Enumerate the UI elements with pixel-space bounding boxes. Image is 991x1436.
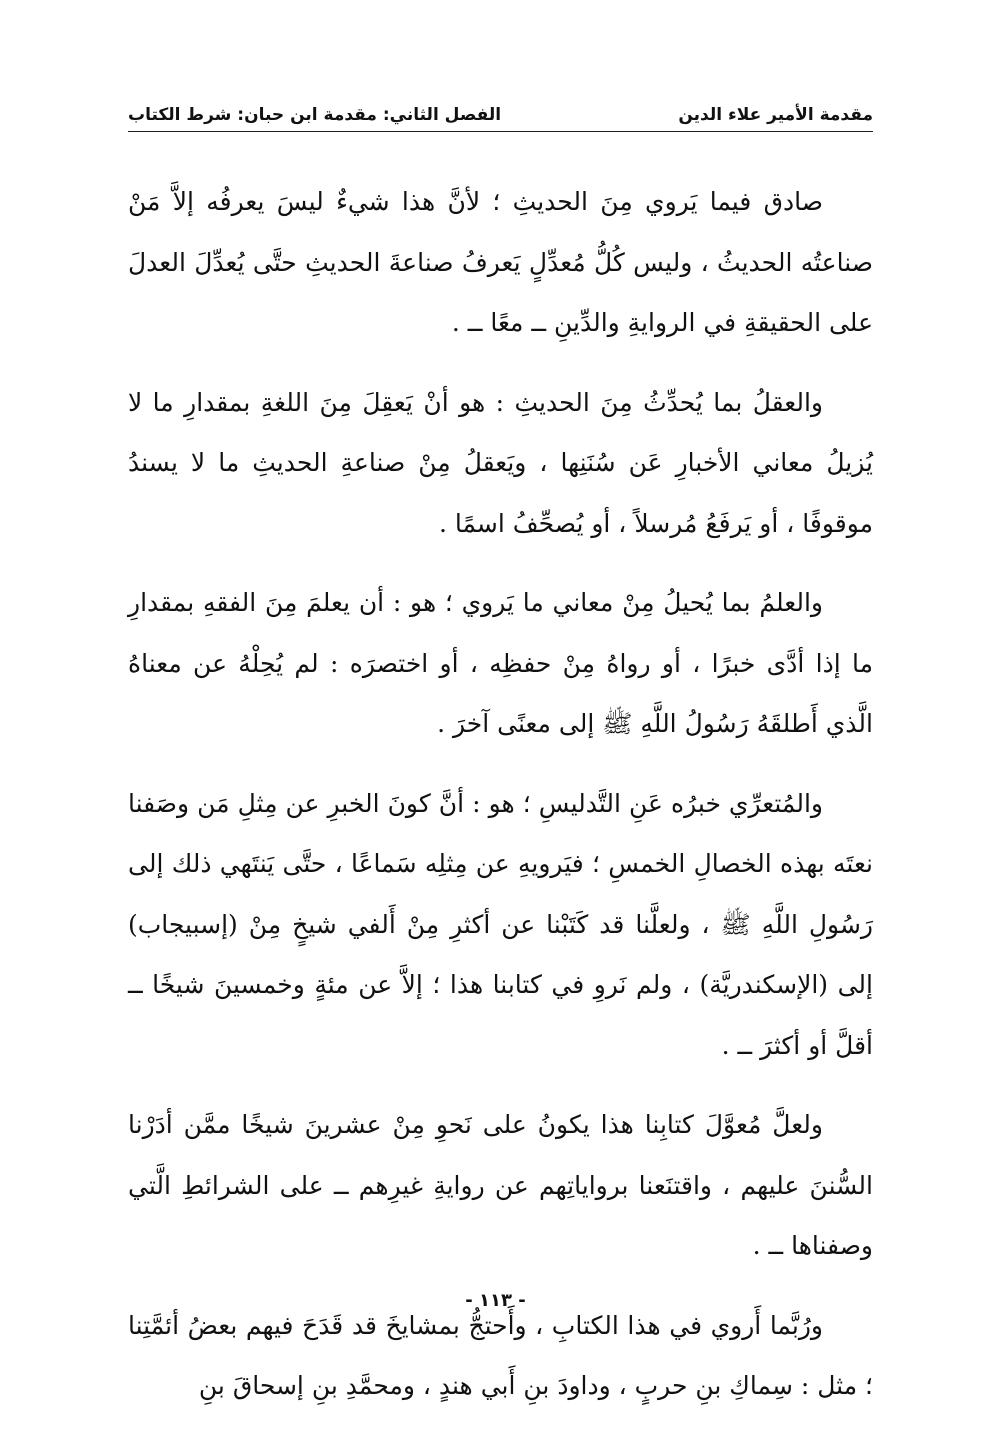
paragraph-4: والمُتعرِّي خبرُه عَنِ التَّدليسِ ؛ هو : أنَّ كونَ الخبرِ عن مِثلِ مَن وصَفنا نعتَه بهذه الخصالِ الخمسِ ؛ فيَرويهِ عن مِثلِه سَماعًا ، حتَّى يَنتَهي ذلك إلى رَسُولِ اللَّهِ ﷺ ، ولعلَّنا قد كَتَبْنا عن أكثرِ مِنْ أَلفي شيخٍ مِنْ (إسبيجاب) إلى (الإسكندريَّة) ، ولم نَروِ في كتابنا هذا ؛ إلاَّ عن مئةٍ وخمسينَ شيخًا ــ أقلَّ أو أكثرَ ــ . [128, 788, 873, 1060]
paragraph-3: والعلمُ بما يُحيلُ مِنْ معاني ما يَروي ؛ هو : أن يعلمَ مِنَ الفقهِ بمقدارِ ما إذا أدَّى خبرًا ، أو رواهُ مِنْ حفظِه ، أو اختصرَه : لم يُحِلْهُ عن معناهُ الَّذي أَطلقَهُ رَسُولُ اللَّهِ ﷺ إلى معنًى آخرَ . [128, 588, 873, 738]
paragraph-6: ورُبَّما أَروي في هذا الكتابِ ، وأَحتجُّ بمشايخَ قد قَدَحَ فيهم بعضُ أئمَّتِنا ؛ مثل : سِماكِ بنِ حربٍ ، وداودَ بنِ أَبي هندٍ ، ومحمَّدِ بنِ إسحاقَ بنِ [128, 1310, 873, 1400]
chapter-title: الفصل الثاني: مقدمة ابن حبان: شرط الكتاب [128, 105, 502, 125]
paragraph-1: صادق فيما يَروي مِنَ الحديثِ ؛ لأنَّ هذا شيءٌ ليسَ يعرفُه إلاَّ مَنْ صناعتُه الحديثُ ، وليس كُلُّ مُعدِّلٍ يَعرفُ صناعةَ الحديثِ حتَّى يُعدِّلَ العدلَ على الحقيقةِ في الروايةِ والدِّينِ ــ معًا ــ . [128, 187, 873, 337]
book-title: مقدمة الأمير علاء الدين [678, 105, 873, 125]
body-text [128, 172, 873, 1436]
paragraph-2: والعقلُ بما يُحدِّثُ مِنَ الحديثِ : هو أنْ يَعقِلَ مِنَ اللغةِ بمقدارِ ما لا يُزيلُ معاني الأخبارِ عَن سُنَنِها ، ويَعقلُ مِنْ صناعةِ الحديثِ ما لا يسندُ موقوفًا ، أو يَرفَعُ مُرسلاً ، أو يُصحِّفُ اسمًا . [128, 387, 873, 538]
page-number: - ١١٣ - [465, 1290, 526, 1311]
paragraph-5: ولعلَّ مُعوَّلَ كتابِنا هذا يكونُ على نَحوِ مِنْ عشرينَ شيخًا ممَّن أدَرْنا السُّننَ عليهم ، واقتنَعنا برواياتِهم عن روايةِ غيرِهم ــ على الشرائطِ الَّتي وصفناها ــ . [128, 1110, 873, 1260]
running-header [128, 98, 873, 132]
